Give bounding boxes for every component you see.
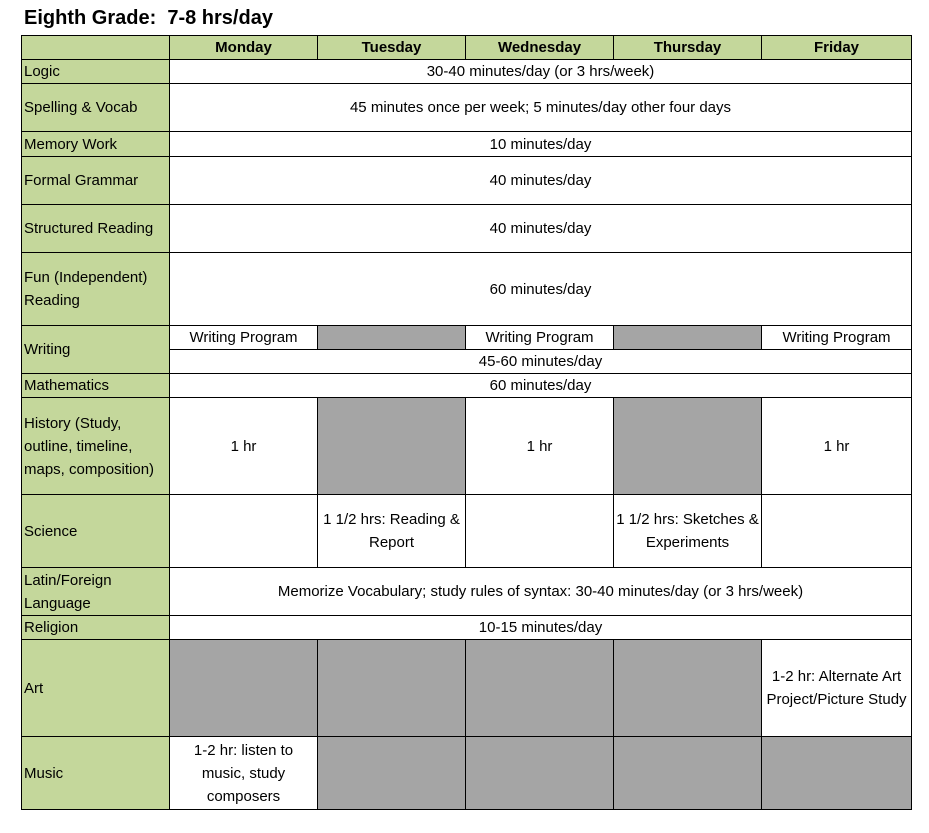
writing-tuesday-empty — [318, 326, 466, 350]
writing-monday: Writing Program — [170, 326, 318, 350]
structured-reading-time: 40 minutes/day — [170, 205, 912, 253]
day-header-friday: Friday — [762, 36, 912, 60]
row-religion — [22, 616, 912, 640]
subject-science: Science — [22, 495, 170, 568]
subject-grammar: Formal Grammar — [22, 157, 170, 205]
header-row — [22, 36, 912, 60]
row-latin — [22, 568, 912, 616]
subject-art: Art — [22, 640, 170, 737]
logic-time: 30-40 minutes/day (or 3 hrs/week) — [170, 60, 912, 84]
history-friday: 1 hr — [762, 398, 912, 495]
row-music — [22, 737, 912, 810]
latin-time: Memorize Vocabulary; study rules of syntax: 30-40 minutes/day (or 3 hrs/week) — [170, 568, 912, 616]
subject-fun-reading: Fun (Independent) Reading — [22, 253, 170, 326]
row-memory — [22, 132, 912, 157]
art-monday-empty — [170, 640, 318, 737]
page-title: Eighth Grade: 7-8 hrs/day — [24, 7, 273, 29]
religion-time: 10-15 minutes/day — [170, 616, 912, 640]
subject-structured-reading: Structured Reading — [22, 205, 170, 253]
subject-history: History (Study, outline, timeline, maps, composition) — [22, 398, 170, 495]
row-history — [22, 398, 912, 495]
row-fun-reading — [22, 253, 912, 326]
row-writing — [22, 326, 912, 350]
science-thursday: 1 1/2 hrs: Sketches & Experiments — [614, 495, 762, 568]
fun-reading-time: 60 minutes/day — [170, 253, 912, 326]
subject-logic: Logic — [22, 60, 170, 84]
memory-time: 10 minutes/day — [170, 132, 912, 157]
row-art — [22, 640, 912, 737]
day-header-monday: Monday — [170, 36, 318, 60]
history-tuesday-empty — [318, 398, 466, 495]
science-wednesday — [466, 495, 614, 568]
subject-music: Music — [22, 737, 170, 810]
music-tuesday-empty — [318, 737, 466, 810]
math-time: 60 minutes/day — [170, 374, 912, 398]
row-logic — [22, 60, 912, 84]
row-spelling — [22, 84, 912, 132]
subject-latin: Latin/Foreign Language — [22, 568, 170, 616]
subject-writing: Writing — [22, 326, 170, 374]
day-header-thursday: Thursday — [614, 36, 762, 60]
row-science — [22, 495, 912, 568]
music-wednesday-empty — [466, 737, 614, 810]
art-thursday-empty — [614, 640, 762, 737]
writing-thursday-empty — [614, 326, 762, 350]
grammar-time: 40 minutes/day — [170, 157, 912, 205]
art-tuesday-empty — [318, 640, 466, 737]
science-monday — [170, 495, 318, 568]
writing-wednesday: Writing Program — [466, 326, 614, 350]
subject-religion: Religion — [22, 616, 170, 640]
subject-math: Mathematics — [22, 374, 170, 398]
science-tuesday: 1 1/2 hrs: Reading & Report — [318, 495, 466, 568]
history-monday: 1 hr — [170, 398, 318, 495]
history-thursday-empty — [614, 398, 762, 495]
music-friday-empty — [762, 737, 912, 810]
row-grammar — [22, 157, 912, 205]
history-wednesday: 1 hr — [466, 398, 614, 495]
row-structured-reading — [22, 205, 912, 253]
subject-spelling: Spelling & Vocab — [22, 84, 170, 132]
day-header-wednesday: Wednesday — [466, 36, 614, 60]
music-monday: 1-2 hr: listen to music, study composers — [170, 737, 318, 810]
music-thursday-empty — [614, 737, 762, 810]
writing-time: 45-60 minutes/day — [170, 350, 912, 374]
art-wednesday-empty — [466, 640, 614, 737]
corner-cell — [22, 36, 170, 60]
schedule-table — [21, 35, 912, 810]
art-friday: 1-2 hr: Alternate Art Project/Picture Study — [762, 640, 912, 737]
day-header-tuesday: Tuesday — [318, 36, 466, 60]
row-math — [22, 374, 912, 398]
spelling-time: 45 minutes once per week; 5 minutes/day other four days — [170, 84, 912, 132]
writing-friday: Writing Program — [762, 326, 912, 350]
science-friday — [762, 495, 912, 568]
subject-memory: Memory Work — [22, 132, 170, 157]
